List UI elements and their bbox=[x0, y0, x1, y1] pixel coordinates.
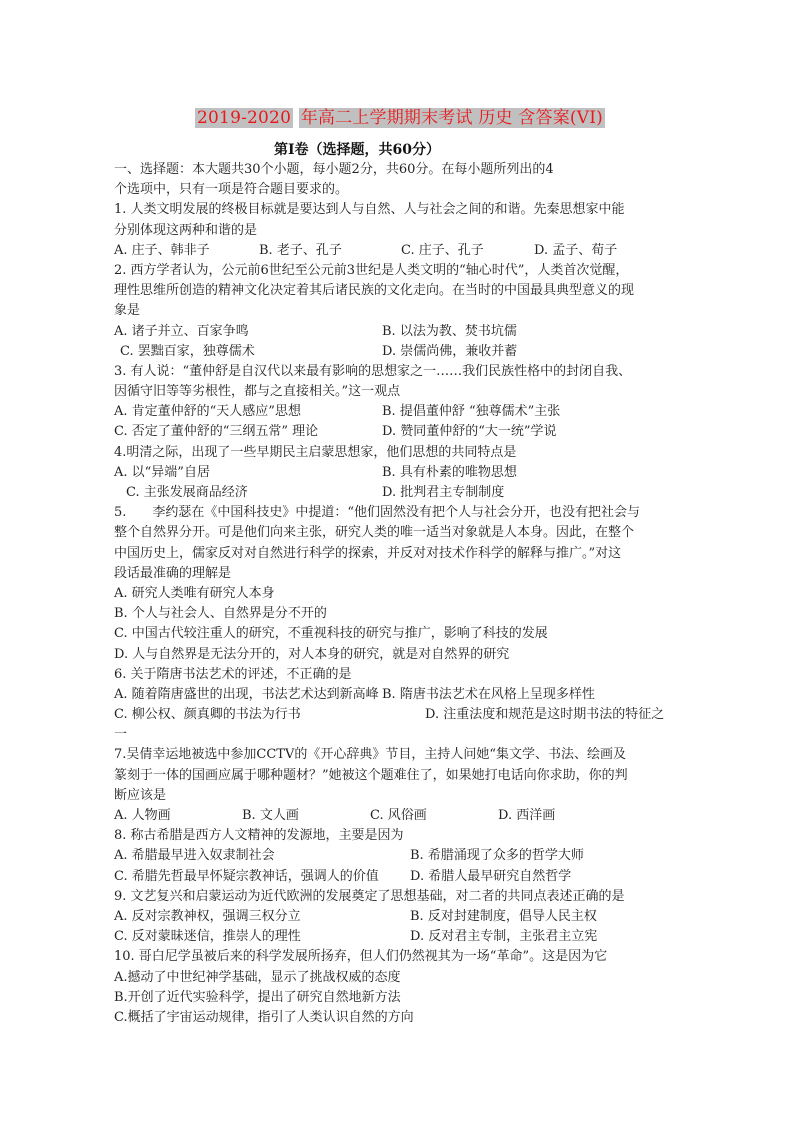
question-stem: 因循守旧等等劣根性，都与之直接相关。”这一观点 bbox=[114, 384, 401, 400]
options-row bbox=[114, 806, 694, 826]
option-a: A. 诸子并立、百家争鸣 bbox=[114, 323, 249, 339]
options-row bbox=[114, 927, 694, 947]
option-c: C. 希腊先哲最早怀疑宗教神话，强调人的价值 bbox=[114, 868, 379, 884]
options-row bbox=[114, 322, 694, 342]
options-row bbox=[114, 342, 694, 362]
question-8 bbox=[114, 826, 694, 887]
option-d: D. 孟子、荀子 bbox=[534, 242, 618, 258]
question-stem: 8. 称古希腊是西方人文精神的发源地，主要是因为 bbox=[114, 828, 404, 844]
question-2 bbox=[114, 261, 694, 362]
question-stem: 6. 关于隋唐书法艺术的评述，不正确的是 bbox=[114, 666, 352, 682]
option-c: C. 风俗画 bbox=[370, 808, 427, 823]
option-c: C. 罢黜百家，独尊儒术 bbox=[120, 343, 255, 359]
question-3 bbox=[114, 362, 694, 443]
question-stem: 中国历史上，儒家反对对自然进行科学的探索，并反对对技术作科学的解释与推广。”对这 bbox=[114, 545, 622, 561]
option-d: D. 人与自然界是无法分开的，对人本身的研究，就是对自然界的研究 bbox=[114, 646, 510, 662]
options-row bbox=[114, 867, 694, 887]
question-stem: 理性思维所创造的精神文化决定着其后诸民族的文化走向。在当时的中国最具典型意义的现 bbox=[114, 283, 635, 299]
option-a: A. 人物画 bbox=[114, 808, 171, 823]
option-b: B. 文人画 bbox=[242, 808, 299, 823]
option-b: B. 希腊涌现了众多的哲学大师 bbox=[410, 848, 584, 864]
question-stem: 7.吴倩幸运地被选中参加CCTV的《开心辞典》节目，主持人问她“集文学、书法、绘画及 bbox=[114, 747, 627, 763]
option-a: A. 随着隋唐盛世的出现，书法艺术达到新高峰 bbox=[114, 686, 379, 702]
options-row bbox=[114, 402, 694, 422]
option-d-wrap: 一 bbox=[114, 727, 128, 743]
option-c: C.概括了宇宙运动规律，指引了人类认识自然的方向 bbox=[114, 1009, 414, 1025]
option-b: B. 隋唐书法艺术在风格上呈现多样性 bbox=[382, 686, 595, 702]
document-title bbox=[0, 107, 800, 129]
question-10 bbox=[114, 947, 694, 1028]
instructions-line: 个选项中，只有一项是符合题目要求的。 bbox=[114, 182, 349, 198]
option-b: B. 个人与社会人、自然界是分不开的 bbox=[114, 606, 327, 622]
option-a: A. 反对宗教神权，强调三权分立 bbox=[114, 908, 301, 924]
question-stem: 4.明清之际，出现了一些早期民主启蒙思想家，他们思想的共同特点是 bbox=[114, 444, 517, 460]
option-b: B. 提倡董仲舒 “独尊儒术”主张 bbox=[382, 404, 561, 420]
option-c: C. 主张发展商品经济 bbox=[126, 485, 248, 500]
option-c: C. 庄子、孔子 bbox=[401, 242, 484, 258]
option-b: B. 以法为教、焚书坑儒 bbox=[382, 323, 517, 339]
option-b: B.开创了近代实验科学，提出了研究自然地新方法 bbox=[114, 989, 401, 1005]
question-stem: 篆刻于一体的国画应属于哪种题材？”她被这个题难住了，如果她打电话向你求助，你的判 bbox=[114, 767, 628, 783]
question-stem: 1. 人类文明发展的终极目标就是要达到人与自然、人与社会之间的和谐。先秦思想家中能 bbox=[114, 202, 625, 218]
option-d: D. 反对君主专制，主张君主立宪 bbox=[410, 929, 598, 945]
question-4 bbox=[114, 443, 694, 504]
section-title: 第Ⅰ卷（选择题，共60分） bbox=[274, 142, 441, 158]
question-stem: 整个自然界分开。可是他们向来主张，研究人类的唯一适当对象就是人本身。因此，在整个 bbox=[114, 525, 635, 541]
options-row bbox=[114, 846, 694, 866]
title-year: 2019-2020 bbox=[197, 108, 292, 128]
options-row bbox=[114, 685, 694, 705]
option-b: B. 老子、孔子 bbox=[259, 242, 342, 258]
option-c: C. 柳公权、颜真卿的书法为行书 bbox=[114, 707, 301, 723]
question-stem: 分别体现这两种和谐的是 bbox=[114, 222, 258, 238]
option-a: A.撼动了中世纪神学基础，显示了挑战权威的态度 bbox=[114, 969, 401, 985]
option-d: D. 崇儒尚佛，兼收并蓄 bbox=[382, 343, 518, 359]
option-c: C. 反对蒙昧迷信，推崇人的理性 bbox=[114, 929, 301, 945]
title-text: 年高二上学期期末考试 历史 含答案(VI) bbox=[300, 108, 603, 128]
question-stem: 2. 西方学者认为，公元前6世纪至公元前3世纪是人类文明的“轴心时代”，人类首次觉醒， bbox=[114, 262, 629, 278]
question-stem: 5. 李约瑟在《中国科技史》中提道：“他们固然没有把个人与社会分开，也没有把社会与 bbox=[114, 505, 641, 521]
question-7 bbox=[114, 745, 694, 826]
options-row bbox=[114, 422, 694, 442]
question-5 bbox=[114, 503, 694, 665]
question-1 bbox=[114, 200, 694, 261]
option-c: C. 中国古代较注重人的研究，不重视科技的研究与推广，影响了科技的发展 bbox=[114, 626, 548, 642]
instructions-line: 一、选择题：本大题共30个小题，每小题2分，共60分。在每小题所列出的4 bbox=[114, 162, 554, 177]
option-d: D. 注重法度和规范是这时期书法的特征之 bbox=[425, 707, 665, 723]
question-stem: 9. 文艺复兴和启蒙运动为近代欧洲的发展奠定了思想基础，对二者的共同点表述正确的是 bbox=[114, 888, 625, 904]
question-stem: 象是 bbox=[114, 303, 141, 319]
options-row bbox=[114, 463, 694, 483]
options-row bbox=[114, 907, 694, 927]
option-a: A. 希腊最早进入奴隶制社会 bbox=[114, 848, 275, 864]
options-row bbox=[114, 705, 694, 725]
exam-body bbox=[114, 160, 694, 1028]
option-d: D. 西洋画 bbox=[498, 808, 556, 823]
option-a: A. 肯定董仲舒的“天人感应”思想 bbox=[114, 404, 301, 420]
question-stem: 段话最准确的理解是 bbox=[114, 565, 232, 581]
question-stem: 3. 有人说：“董仲舒是自汉代以来最有影响的思想家之一……我们民族性格中的封闭自我、 bbox=[114, 363, 632, 379]
question-9 bbox=[114, 887, 694, 948]
option-a: A. 以“异端”自居 bbox=[114, 464, 210, 480]
option-c: C. 否定了董仲舒的“三纲五常” 理论 bbox=[114, 424, 319, 440]
question-stem: 断应该是 bbox=[114, 787, 167, 803]
option-a: A. 研究人类唯有研究人本身 bbox=[114, 585, 275, 601]
option-b: B. 具有朴素的唯物思想 bbox=[382, 464, 517, 480]
question-6 bbox=[114, 665, 694, 746]
option-a: A. 庄子、韩非子 bbox=[114, 242, 210, 258]
question-stem: 10. 哥白尼学虽被后来的科学发展所扬弃，但人们仍然视其为一场“革命”。这是因为它 bbox=[114, 949, 608, 965]
option-b: B. 反对封建制度，倡导人民主权 bbox=[410, 908, 597, 924]
options-row bbox=[114, 241, 694, 261]
option-d: D. 希腊人最早研究自然哲学 bbox=[410, 868, 572, 884]
options-row bbox=[114, 483, 694, 503]
option-d: D. 赞同董仲舒的“大一统”学说 bbox=[382, 424, 557, 440]
option-d: D. 批判君主专制制度 bbox=[382, 485, 505, 500]
